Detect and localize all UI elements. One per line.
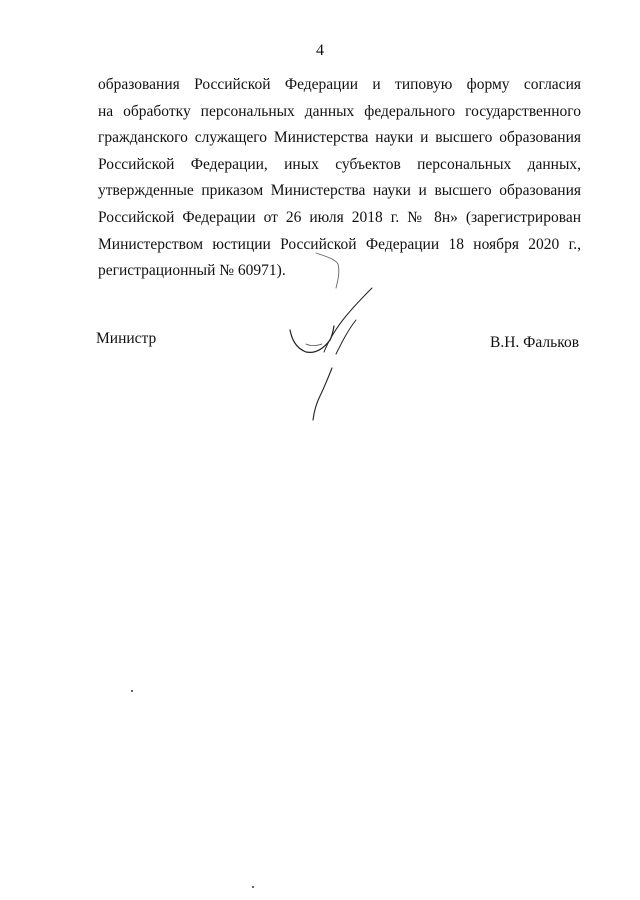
text-line: Российской Федерации от 26 июля 2018 г. № 8н» (зарегистрирован: [98, 208, 581, 226]
signer-name: В.Н. Фальков: [490, 334, 580, 351]
scan-speck: [131, 690, 133, 692]
text-line: образования Российской Федерации и типовую форму согласия: [98, 76, 581, 93]
handwritten-signature: [276, 248, 386, 423]
text-line: Министерством юстиции Российской Федерации 18 ноября 2020 г.,: [98, 235, 581, 253]
text-line: гражданского служащего Министерства науки и высшего образования: [98, 129, 581, 147]
signer-title: Министр: [96, 330, 157, 347]
text-line: утвержденные приказом Министерства науки и высшего образования: [98, 182, 581, 200]
page-number: 4: [316, 42, 324, 59]
text-line: Российской Федерации, иных субъектов персональных данных,: [98, 155, 581, 173]
text-line: регистрационный № 60971).: [98, 262, 286, 280]
text-line: на обработку персональных данных федерального государственного: [98, 102, 581, 120]
scan-speck: [252, 886, 254, 888]
